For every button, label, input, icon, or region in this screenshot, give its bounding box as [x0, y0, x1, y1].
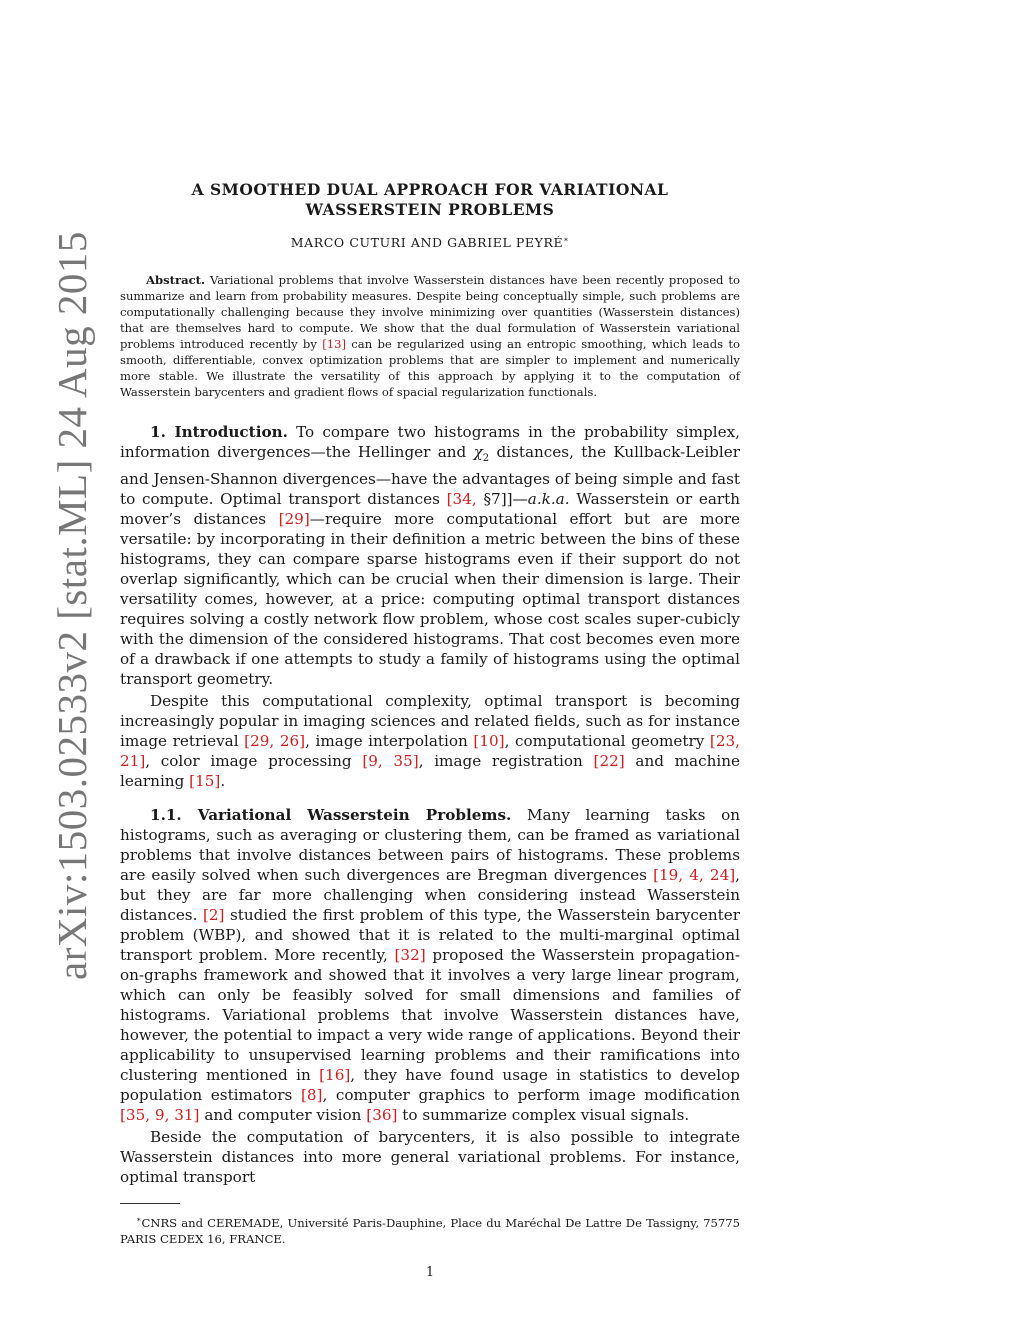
- citation-link[interactable]: [8]: [300, 1086, 323, 1105]
- citation-link[interactable]: [10]: [473, 732, 505, 751]
- subsection-heading: 1.1. Variational Wasserstein Problems.: [150, 806, 512, 825]
- author-names: MARCO CUTURI AND GABRIEL PEYRÉ: [290, 235, 564, 251]
- authors: [120, 235, 740, 250]
- text-run: , image registration: [418, 752, 583, 771]
- paper-page: [120, 180, 740, 1280]
- arxiv-stamp-text: arXiv:1503.02533v2 [stat.ML] 24 Aug 2015: [49, 231, 95, 980]
- title-line-2: WASSERSTEIN PROBLEMS: [305, 200, 555, 219]
- footnote-divider: [120, 1203, 180, 1204]
- author-footnote-mark: ∗: [563, 235, 570, 244]
- abstract-text: Variational problems that involve Wasserstein distances have been recently proposed to summarize and learn from probability measures. Despite being conceptually simple, such problems are computationally challenging because they involve minimizing over quantities (Wasserstein distances) that are themselves hard to compute. We show that the dual formulation of Wasserstein variational problems introduced recently by: [120, 273, 740, 352]
- citation-link[interactable]: [29]: [278, 510, 310, 529]
- chi-symbol: χ: [473, 443, 483, 462]
- citation-link[interactable]: [22]: [593, 752, 625, 771]
- text-run: , image interpolation: [305, 732, 468, 751]
- citation-link[interactable]: [15]: [189, 772, 221, 791]
- text-run: and machine learning: [120, 752, 740, 791]
- citation-link[interactable]: [23, 21]: [120, 732, 740, 771]
- citation-link[interactable]: [35, 9, 31]: [120, 1106, 200, 1125]
- text-run: to summarize complex visual signals.: [402, 1106, 690, 1125]
- text-run: distances, the Kullback-Leibler and Jensen-Shannon divergences—have the advantages of being simple and fast to compute. Optimal transport distances: [120, 443, 741, 509]
- text-run-italic: —a.k.a.: [512, 490, 570, 509]
- abstract: [120, 272, 740, 400]
- text-run: .: [220, 772, 226, 791]
- text-run: , color image processing: [145, 752, 352, 771]
- section-heading: 1. Introduction.: [150, 423, 288, 442]
- citation-link[interactable]: [19, 4, 24]: [653, 866, 736, 885]
- text-run: Despite this computational complexity, optimal transport is becoming increasingly popular in imaging sciences and related fields, such as for instance image retrieval: [120, 692, 740, 751]
- text-run: studied the first problem of this type, the Wasserstein barycenter problem (WBP), and showed that it is related to the multi-marginal optimal transport problem. More recently,: [120, 906, 740, 965]
- subsection-paragraph-2: [120, 1127, 740, 1187]
- text-run: Many learning tasks on histograms, such as averaging or clustering them, can be framed as variational problems that involve distances between pairs of histograms. These problems are easily solved when such divergences are Bregman divergences: [120, 806, 740, 885]
- text-run: , computational geometry: [504, 732, 705, 751]
- footnote-text: CNRS and CEREMADE, Université Paris-Dauphine, Place du Maréchal De Lattre De Tassigny, 75775 PARIS CEDEX 16, FRANCE.: [120, 1216, 740, 1247]
- citation-link[interactable]: [13]: [322, 337, 346, 352]
- citation-link[interactable]: [16]: [319, 1066, 351, 1085]
- citation-link[interactable]: [34,: [446, 490, 477, 509]
- text-run: and computer vision: [204, 1106, 362, 1125]
- text-run: Wasserstein or earth mover’s distances: [120, 490, 741, 529]
- subsection-paragraph-1: [120, 805, 740, 1125]
- intro-paragraph-2: [120, 691, 740, 791]
- text-run: To compare two histograms in the probability simplex, information divergences—the Hellinger and: [120, 423, 741, 462]
- title-line-1: A SMOOTHED DUAL APPROACH FOR VARIATIONAL: [191, 180, 669, 199]
- text-run: —require more computational effort but are more versatile: by incorporating in their definition a metric between the bins of these histograms, they can compare sparse histograms even if their support do not overlap significantly, which can be crucial when their dimension is large. Their versatility comes, however, at a price: computing optimal transport distances requires solving a costly network flow problem, whose cost scales super-cubicly with the dimension of the considered histograms. That cost becomes even more of a drawback if one attempts to study a family of histograms using the optimal transport geometry.: [120, 510, 740, 689]
- text-run: Beside the computation of barycenters, it is also possible to integrate Wasserstein distances into more general variational problems. For instance, optimal transport: [120, 1128, 740, 1187]
- abstract-label: Abstract.: [146, 273, 206, 288]
- citation-link[interactable]: [9, 35]: [362, 752, 419, 771]
- section-ref: §7]: [483, 490, 507, 509]
- citation-link[interactable]: [29, 26]: [244, 732, 306, 751]
- paper-title: [120, 180, 740, 220]
- text-run: , but they are far more challenging when considering instead Wasserstein distances.: [120, 866, 740, 925]
- page-number: 1: [425, 1265, 435, 1281]
- intro-paragraph-1: 1. Introduction. To compare two histograms in the probability simplex, information divergences—the Hellinger and $\chi_2$ distances, the Kullback-Leibler and Jensen-Shannon divergences—have the advantages of being simple and fast to compute. Optimal transport distances [34, §7]]—a.k.a. Wasserstein or earth mover’s distances [29]—require more computational effort but are more versatile: by incorporating in their definition a metric between the bins of these histograms, they can compare sparse histograms even if their support do not overlap significantly, which can be crucial when their dimension is large. Their versatility comes, however, at a price: computing optimal transport distances requires solving a costly network flow problem, whose cost scales super-cubicly with the dimension of the considered histograms. That cost becomes even more of a drawback if one attempts to study a family of histograms using the optimal transport geometry.: [120, 423, 741, 689]
- text-run: , computer graphics to perform image modification: [322, 1086, 741, 1105]
- citation-link[interactable]: [2]: [202, 906, 225, 925]
- text-run: , they have found usage in statistics to develop population estimators: [120, 1066, 740, 1105]
- footnote: [120, 1212, 740, 1247]
- arxiv-stamp: [0, 0, 95, 1325]
- footnote-mark: ∗: [136, 1215, 142, 1225]
- chi-subscript: 2: [482, 453, 490, 465]
- citation-link[interactable]: [32]: [394, 946, 426, 965]
- text-run: proposed the Wasserstein propagation-on-graphs framework and showed that it involves a very large linear program, which can only be feasibly solved for small dimensions and families of histograms. Variational problems that involve Wasserstein distances have, however, the potential to impact a very wide range of applications. Beyond their applicability to unsupervised learning problems and their ramifications into clustering mentioned in: [120, 946, 740, 1085]
- abstract-text-2: can be regularized using an entropic smoothing, which leads to smooth, differentiable, convex optimization problems that are simpler to implement and numerically more stable. We illustrate the versatility of this approach by applying it to the computation of Wasserstein barycenters and gradient flows of spacial regularization functionals.: [120, 337, 741, 400]
- citation-link[interactable]: [36]: [366, 1106, 398, 1125]
